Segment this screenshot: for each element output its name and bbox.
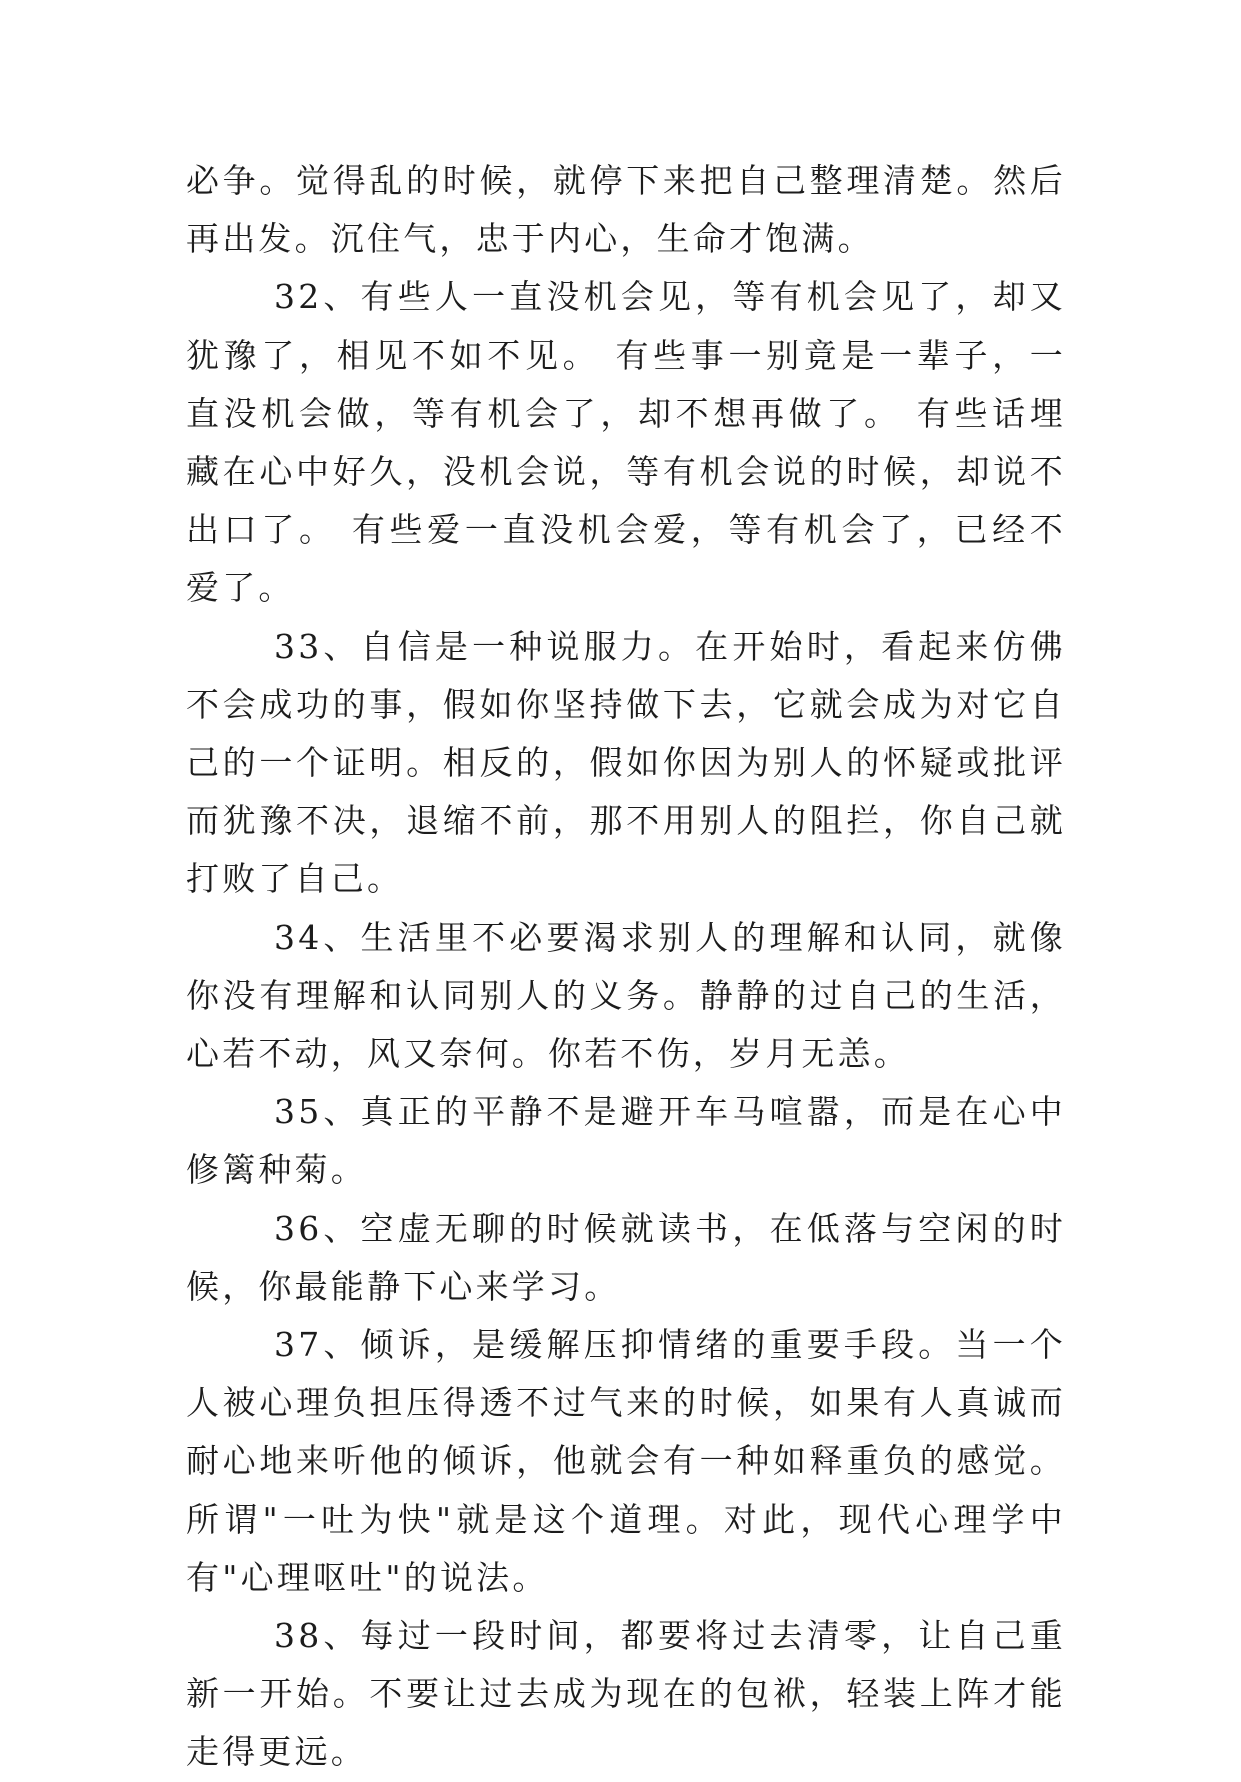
paragraph-37: 37、倾诉，是缓解压抑情绪的重要手段。当一个人被心理负担压得透不过气来的时候，如果有人真诚而耐心地来听他的倾诉，他就会有一种如释重负的感觉。所谓"一吐为快"就是这个道理。对此，现代心理学中有"心理呕吐"的说法。 — [186, 1325, 1066, 1597]
document-body — [186, 152, 1066, 1782]
paragraph-32: 32、有些人一直没机会见，等有机会见了，却又犹豫了，相见不如不见。 有些事一别竟是一辈子，一直没机会做，等有机会了，却不想再做了。 有些话埋藏在心中好久，没机会说，等有机会说的时候，却说不出口了。 有些爱一直没机会爱，等有机会了，已经不爱了。 — [186, 277, 1066, 608]
paragraph-continuation: 必争。觉得乱的时候，就停下来把自己整理清楚。然后再出发。沉住气，忠于内心，生命才饱满。 — [186, 161, 1066, 259]
paragraph-36: 36、空虚无聊的时候就读书，在低落与空闲的时候，你最能静下心来学习。 — [186, 1208, 1066, 1306]
paragraph-34: 34、生活里不必要渴求别人的理解和认同，就像你没有理解和认同别人的义务。静静的过自己的生活，心若不动，风又奈何。你若不伤，岁月无恙。 — [186, 917, 1066, 1074]
paragraph-35: 35、真正的平静不是避开车马喧嚣，而是在心中修篱种菊。 — [186, 1092, 1066, 1190]
paragraph-33: 33、自信是一种说服力。在开始时，看起来仿佛不会成功的事，假如你坚持做下去，它就会成为对它自己的一个证明。相反的，假如你因为别人的怀疑或批评而犹豫不决，退缩不前，那不用别人的阻拦，你自己就打败了自己。 — [186, 626, 1066, 899]
paragraph-38: 38、每过一段时间，都要将过去清零，让自己重新一开始。不要让过去成为现在的包袱，轻装上阵才能走得更远。 — [186, 1616, 1066, 1772]
